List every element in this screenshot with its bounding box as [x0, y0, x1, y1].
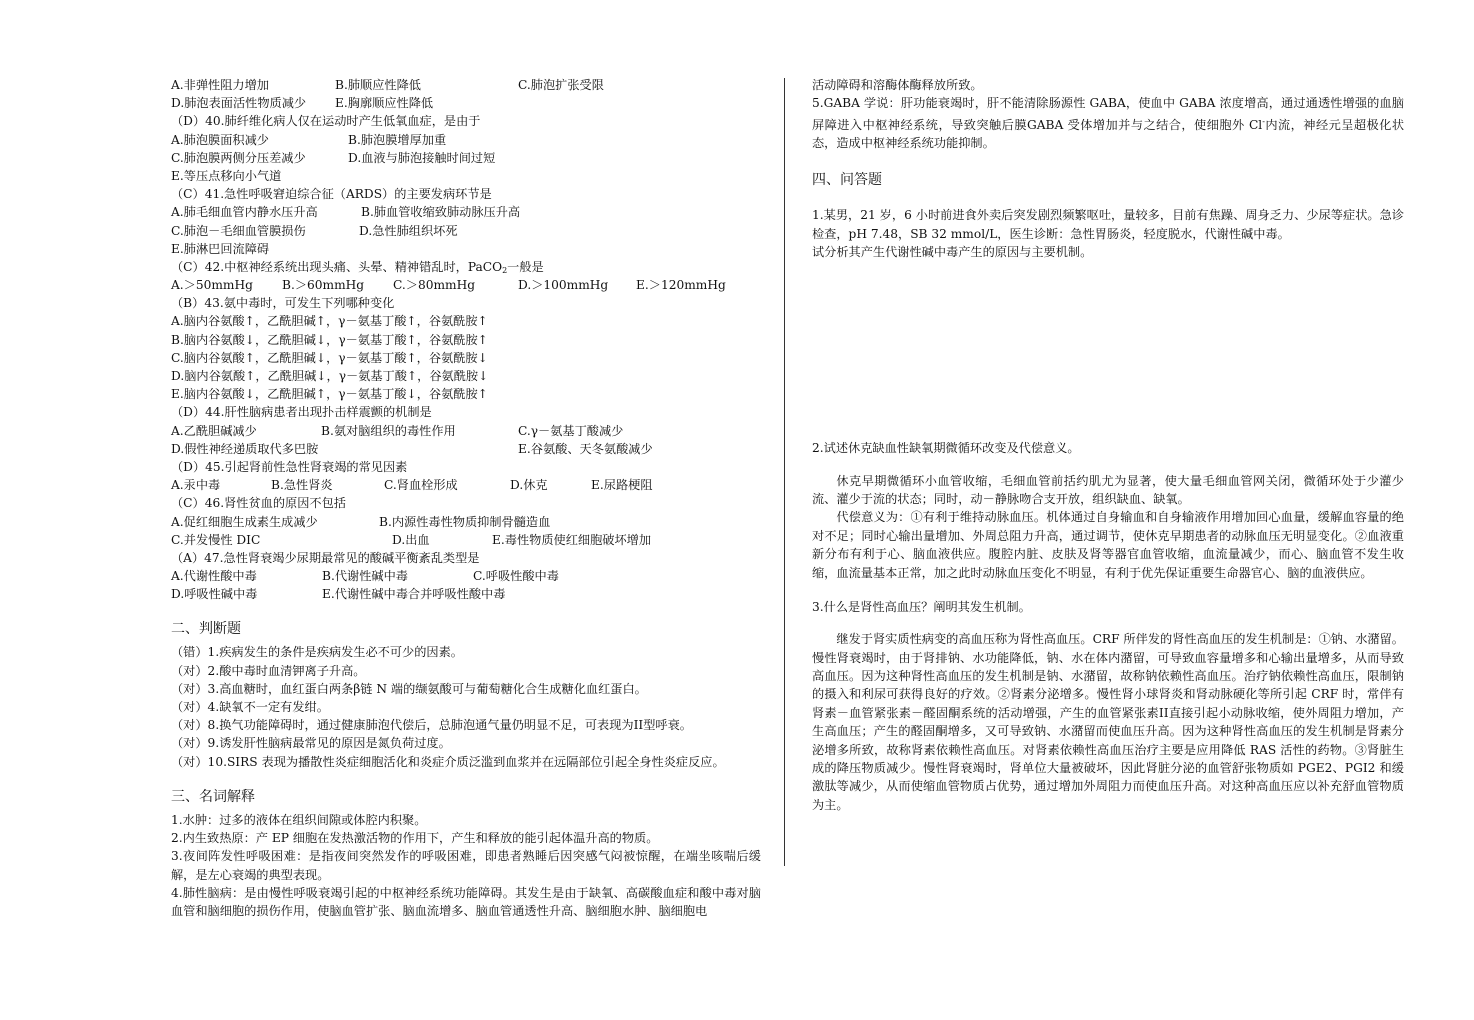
- judge-item-2: （对）2.酸中毒时血清钾离子升高。: [171, 663, 366, 678]
- q46-option-c: C.并发慢性 DIC: [171, 532, 261, 547]
- q43-option-b: B.脑内谷氨酸↓，乙酰胆碱↓，γ－氨基丁酸↑，谷氨酰胺↑: [171, 332, 488, 347]
- right-column: [812, 76, 1404, 814]
- q47-option-c: C.呼吸性酸中毒: [473, 569, 559, 584]
- q40-options-row1: [171, 131, 761, 149]
- q40-option-e: E.等压点移向小气道: [171, 168, 282, 183]
- spacer: [812, 194, 1404, 206]
- q43-option-e: E.脑内谷氨酸↓，乙酰胆碱↑，γ－氨基丁酸↓，谷氨酰胺↑: [171, 387, 488, 402]
- judge-item-3: （对）3.高血糖时，血红蛋白两条β链 N 端的缬氨酸可与葡萄糖化合生成糖化血红蛋白。: [171, 681, 647, 696]
- term-5-sup: -: [1262, 116, 1265, 126]
- q40-option-b: B.肺泡膜增厚加重: [348, 132, 447, 147]
- q47-option-a: A.代谢性酸中毒: [171, 569, 257, 584]
- q41-option-e: E.肺淋巴回流障碍: [171, 241, 270, 256]
- q39-options-row2: [171, 94, 761, 112]
- qa-question-3: 3.什么是肾性高血压？阐明其发生机制。: [812, 600, 1031, 615]
- term-4-continued: 活动障碍和溶酶体酶释放所致。: [812, 78, 983, 92]
- term-4: 4.肺性脑病：是由慢性呼吸衰竭引起的中枢神经系统功能障碍。其发生是由于缺氧、高碳酸血症和酸中毒对脑血管和脑细胞的损伤作用，使脑血管扩张、脑血流增多、脑血管通透性升高、脑细胞水肿、脑细胞电: [171, 885, 761, 919]
- q47-option-e: E.代谢性碱中毒合并呼吸性酸中毒: [322, 587, 506, 602]
- section-title-judge: 二、判断题: [171, 621, 241, 638]
- qa-answer-2-para-2: 代偿意义为：①有利于维持动脉血压。机体通过自身输血和自身输液作用增加回心血量，缓解血容量的绝对不足；同时心输出量增加、外周总阻力升高，通过调节，使休克早期患者的动脉血压无明显变化。②血液重新分布有利于心、脑血液供应。腹腔内脏、皮肤及肾等器官血管收缩，血流量减少，而心、脑血管不发生收缩，血流量基本正常，加之此时动脉血压变化不明显，有利于优先保证重要生命器官心、脑的血液供应。: [812, 510, 1404, 580]
- qa-answer-3: 继发于肾实质性病变的高血压称为肾性高血压。CRF 所伴发的肾性高血压的发生机制是：①钠、水潴留。慢性肾衰竭时，由于肾排钠、水功能降低，钠、水在体内潴留，可导致血容量增多和心输出量增多，从而导致高血压。因为这种肾性高血压的发生机制是钠、水潴留，故称钠依赖性高血压。治疗钠依赖性高血压，限制钠的摄入和利尿可获得良好的疗效。②肾素分泌增多。慢性肾小球肾炎和肾动脉硬化等所引起 CRF 时，常伴有肾素－血管紧张素－醛固酮系统的活动增强，产生的血管紧张素II直接引起小动脉收缩，使外周阻力增加，产生高血压；产生的醛固酮增多，又可导致钠、水潴留而使血压升高。因为这种肾性高血压的发生机制是肾素分泌增多所致，故称肾素依赖性高血压。对肾素依赖性高血压治疗主要是应用降低 RAS 活性的药物。③肾脏生成的降压物质减少。慢性肾衰竭时，肾单位大量被破坏，因此肾脏分泌的血管舒张物质如 PGE2、PGI2 和缓激肽等减少，从而使缩血管物质占优势，通过增加外周阻力而使血压升高。对这种高血压应以补充舒血管物质为主。: [812, 632, 1404, 812]
- qa-question-1-ask: 试分析其产生代谢性碱中毒产生的原因与主要机制。: [812, 245, 1093, 260]
- q42-option-a: A.＞50mmHg: [171, 278, 253, 293]
- q39-option-a: A.非弹性阻力增加: [171, 78, 269, 92]
- q42-stem-pre: （C）42.中枢神经系统出现头痛、头晕、精神错乱时，PaCO: [171, 259, 503, 274]
- q47-option-d: D.呼吸性碱中毒: [171, 587, 258, 602]
- q40-options-row2: [171, 149, 761, 167]
- q46-option-e: E.毒性物质使红细胞破坏增加: [492, 532, 652, 547]
- q39-option-d: D.肺泡表面活性物质减少: [171, 96, 307, 111]
- q41-options-row2: [171, 222, 761, 240]
- q45-option-d: D.休克: [510, 478, 548, 493]
- q43-option-a: A.脑内谷氨酸↑，乙酰胆碱↑，γ－氨基丁酸↑，谷氨酰胺↑: [171, 314, 488, 329]
- q44-option-c: C.γ－氨基丁酸减少: [518, 423, 624, 438]
- q45-option-b: B.急性肾炎: [271, 478, 333, 493]
- spacer: [812, 458, 1404, 472]
- q47-options-row1: [171, 567, 761, 585]
- q40-option-c: C.肺泡膜两侧分压差减少: [171, 150, 306, 165]
- column-divider: [784, 78, 785, 866]
- term-5: [812, 94, 1404, 152]
- q41-option-b: B.肺血管收缩致肺动脉压升高: [361, 205, 521, 220]
- q44-stem: （D）44.肝性脑病患者出现扑击样震颤的机制是: [171, 405, 432, 420]
- answer-blank-space: [812, 261, 1404, 439]
- q44-option-e: E.谷氨酸、天冬氨酸减少: [518, 441, 653, 456]
- q44-options-row1: [171, 422, 761, 440]
- judge-item-9: （对）9.诱发肝性脑病最常见的原因是氮负荷过度。: [171, 736, 451, 751]
- q39-option-e: E.胸廓顺应性降低: [335, 96, 434, 111]
- q42-stem-post: 一般是: [507, 259, 544, 274]
- q47-option-b: B.代谢性碱中毒: [322, 569, 408, 584]
- term-1: 1.水肿：过多的液体在组织间隙或体腔内积聚。: [171, 812, 427, 827]
- q41-option-a: A.肺毛细血管内静水压升高: [171, 205, 318, 220]
- qa-answer-2-para-1: 休克早期微循环小血管收缩，毛细血管前括约肌尤为显著，使大量毛细血管网关闭，微循环处于少灌少流、灌少于流的状态；同时，动－静脉吻合支开放，组织缺血、缺氧。: [812, 473, 1404, 506]
- term-5-post: 内流，神经元呈超极化状态，造成中枢神经系统功能抑制。: [812, 117, 1405, 150]
- q41-options-row1: [171, 203, 761, 221]
- q42-option-c: C.＞80mmHg: [393, 278, 476, 293]
- judge-item-10: （对）10.SIRS 表现为播散性炎症细胞活化和炎症介质泛滥到血浆并在远隔部位引起全身性炎症反应。: [171, 754, 725, 769]
- left-column: [171, 76, 761, 921]
- qa-question-1: 1.某男，21 岁，6 小时前进食外卖后突发剧烈频繁呕吐，量较多，目前有焦躁、周身乏力、少尿等症状。急诊检查，pH 7.48，SB 32 mmol/L，医生诊断：急性胃肠炎，轻度脱水，代谢性碱中毒。: [812, 208, 1404, 241]
- q39-options-row1: [171, 76, 761, 94]
- q41-option-d: D.急性肺组织坏死: [359, 223, 458, 238]
- q44-options-row2: [171, 440, 761, 458]
- section-title-qa: 四、问答题: [812, 172, 882, 189]
- q45-option-a: A.汞中毒: [171, 478, 221, 493]
- q45-stem: （D）45.引起肾前性急性肾衰竭的常见因素: [171, 459, 408, 474]
- q47-stem: （A）47.急性肾衰竭少尿期最常见的酸碱平衡紊乱类型是: [171, 550, 480, 565]
- spacer: [812, 582, 1404, 598]
- q43-option-c: C.脑内谷氨酸↑，乙酰胆碱↓，γ－氨基丁酸↑，谷氨酰胺↓: [171, 350, 488, 365]
- q40-stem: （D）40.肺纤维化病人仅在运动时产生低氧血症，是由于: [171, 114, 481, 129]
- qa-question-2: 2.试述休克缺血性缺氧期微循环改变及代偿意义。: [812, 441, 1080, 456]
- q46-stem: （C）46.肾性贫血的原因不包括: [171, 496, 346, 511]
- q44-option-a: A.乙酰胆碱减少: [171, 423, 257, 438]
- q45-option-e: E.尿路梗阻: [591, 478, 653, 493]
- q43-option-d: D.脑内谷氨酸↑，乙酰胆碱↓，γ－氨基丁酸↑，谷氨酰胺↓: [171, 369, 489, 383]
- q42-stem: [171, 258, 761, 276]
- q45-options-row: [171, 476, 761, 494]
- q43-stem: （B）43.氨中毒时，可发生下列哪种变化: [171, 296, 395, 311]
- judge-item-1: （错）1.疾病发生的条件是疾病发生必不可少的因素。: [171, 645, 463, 660]
- spacer: [812, 616, 1404, 630]
- q42-stem-sub: 2: [502, 265, 508, 275]
- q44-option-d: D.假性神经递质取代多巴胺: [171, 441, 319, 456]
- q41-stem: （C）41.急性呼吸窘迫综合征（ARDS）的主要发病环节是: [171, 187, 492, 202]
- term-3: 3.夜间阵发性呼吸困难：是指夜间突然发作的呼吸困难，即患者熟睡后因突感气闷被惊醒，在端坐咳喘后缓解，是左心衰竭的典型表现。: [171, 849, 761, 882]
- q46-option-d: D.出血: [392, 532, 430, 547]
- judge-item-8: （对）8.换气功能障碍时，通过健康肺泡代偿后，总肺泡通气量仍明显不足，可表现为II型呼衰。: [171, 718, 692, 733]
- q40-option-d: D.血液与肺泡接触时间过短: [348, 150, 496, 165]
- term-5-pre: 5.GABA 学说：肝功能衰竭时，肝不能清除肠源性 GABA，使血中 GABA 浓度增高，通过通透性增强的血脑屏障进入中枢神经系统，导致突触后膜GABA 受体增加并与之结合，使细胞外 Cl: [812, 96, 1404, 132]
- section-title-terms: 三、名词解释: [171, 788, 255, 805]
- q45-option-c: C.肾血栓形成: [384, 478, 458, 493]
- q47-options-row2: [171, 585, 761, 603]
- q40-option-a: A.肺泡膜面积减少: [171, 132, 269, 147]
- q44-option-b: B.氨对脑组织的毒性作用: [321, 423, 456, 438]
- q46-option-b: B.内源性毒性物质抑制骨髓造血: [379, 514, 551, 529]
- q42-options-row: [171, 276, 761, 294]
- q39-option-b: B.肺顺应性降低: [335, 78, 421, 92]
- judge-item-4: （对）4.缺氧不一定有发绀。: [171, 700, 329, 714]
- q42-option-d: D.＞100mmHg: [518, 278, 609, 293]
- q46-option-a: A.促红细胞生成素生成减少: [171, 514, 318, 529]
- q41-option-c: C.肺泡－毛细血管膜损伤: [171, 223, 306, 238]
- q39-option-c: C.肺泡扩张受限: [518, 78, 604, 92]
- term-2: 2.内生致热原：产 EP 细胞在发热激活物的作用下，产生和释放的能引起体温升高的物质。: [171, 830, 659, 845]
- q46-options-row1: [171, 513, 761, 531]
- q46-options-row2: [171, 531, 761, 549]
- q42-option-e: E.＞120mmHg: [636, 278, 726, 293]
- q42-option-b: B.＞60mmHg: [282, 278, 365, 293]
